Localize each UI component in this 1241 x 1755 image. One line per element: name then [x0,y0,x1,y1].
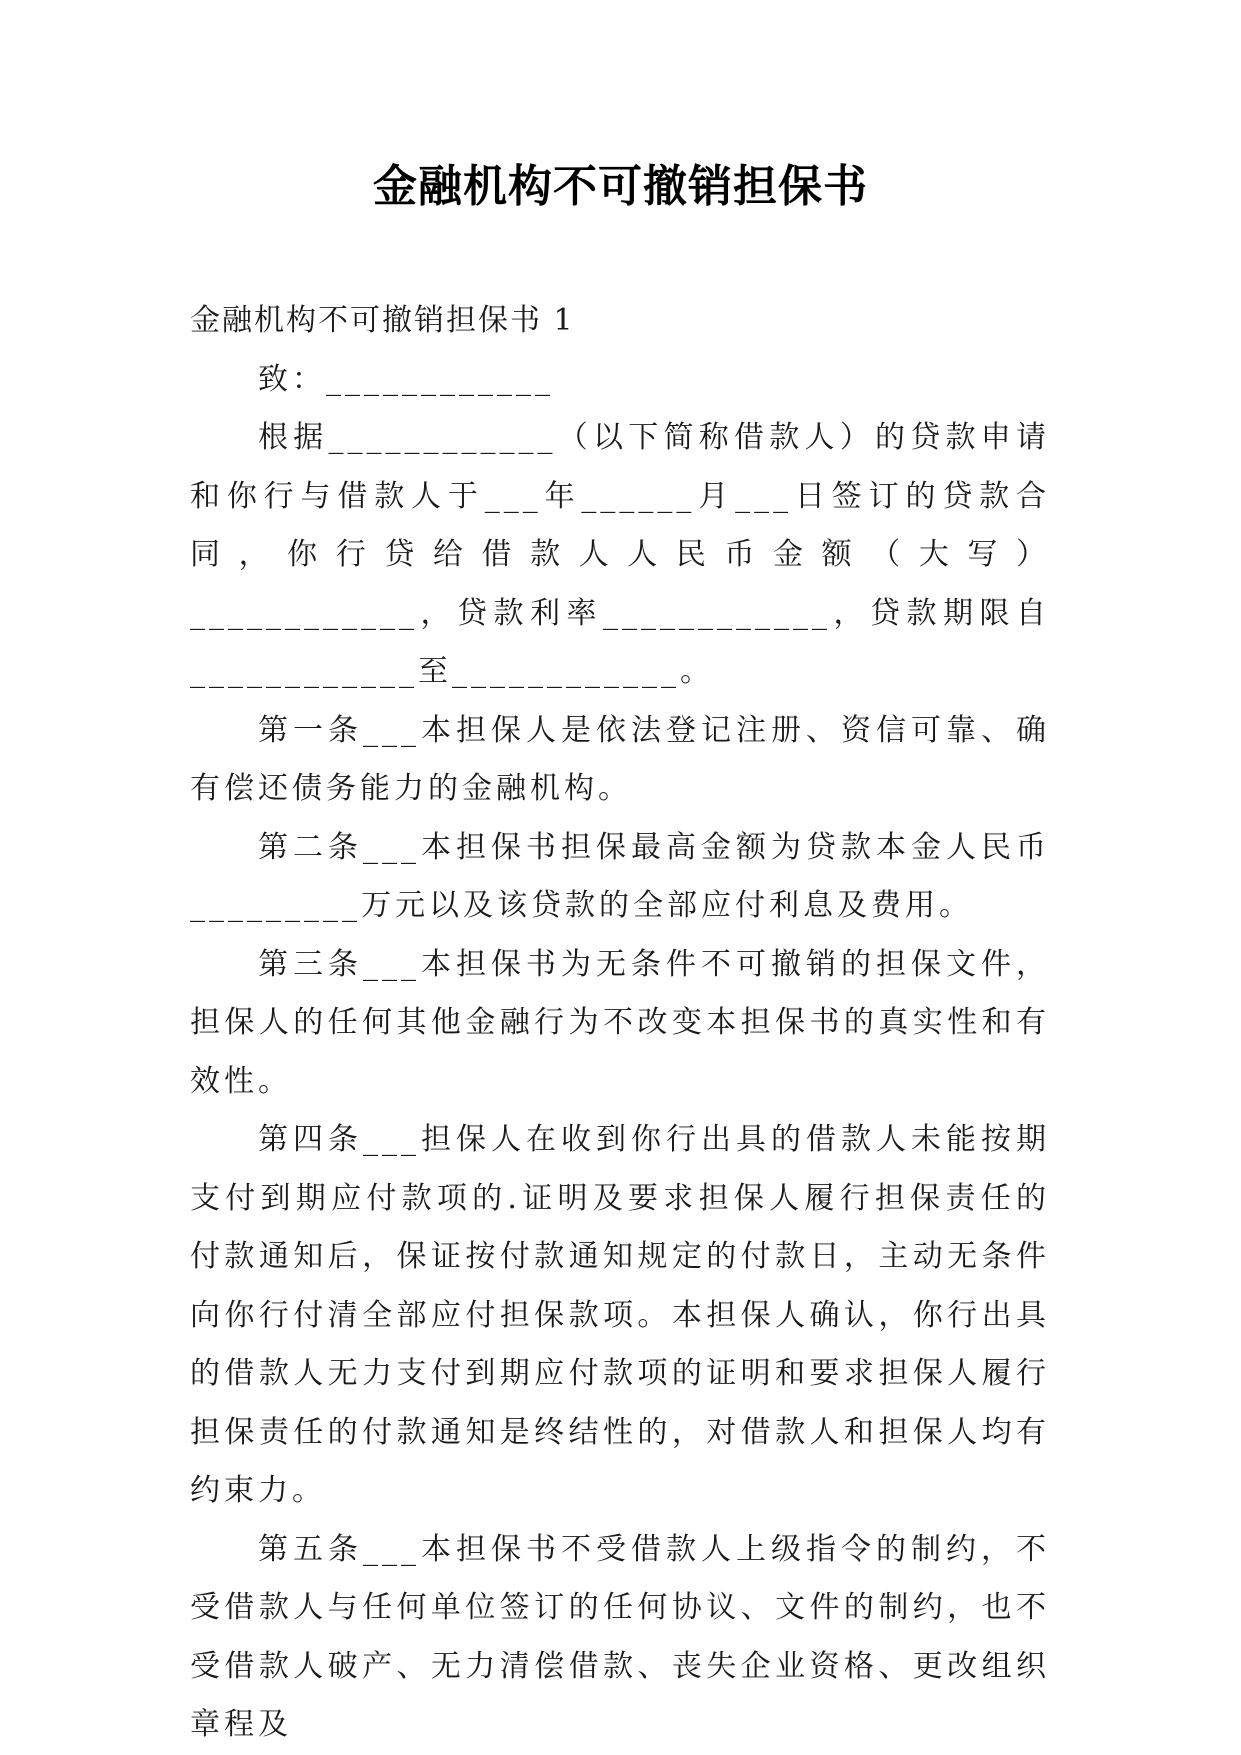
article-3: 第三条___本担保书为无条件不可撤销的担保文件，担保人的任何其他金融行为不改变本担保书的真实性和有效性。 [190,946,1050,1099]
article-1: 第一条___本担保人是依法登记注册、资信可靠、确有偿还债务能力的金融机构。 [190,712,1050,806]
document-body [190,292,1050,1755]
article-4: 第四条___担保人在收到你行出具的借款人未能按期支付到期应付款项的.证明及要求担保人履行担保责任的付款通知后，保证按付款通知规定的付款日，主动无条件向你行付清全部应付担保款项。本担保人确认，你行出具的借款人无力支付到期应付款项的证明和要求担保人履行担保责任的付款通知是终结性的，对借款人和担保人均有约束力。 [190,1122,1050,1508]
preamble-paragraph: 根据____________（以下简称借款人）的贷款申请和你行与借款人于___年______月___日签订的贷款合同，你行贷给借款人人民币金额（大写）____________，贷款利率____________，贷款期限自____________至____________。 [190,420,1050,689]
article-2: 第二条___本担保书担保最高金额为贷款本金人民币_________万元以及该贷款的全部应付利息及费用。 [190,829,1050,923]
document-subtitle: 金融机构不可撤销担保书 1 [190,303,575,338]
article-5: 第五条___本担保书不受借款人上级指令的制约，不受借款人与任何单位签订的任何协议、文件的制约，也不受借款人破产、无力清偿借款、丧失企业资格、更改组织章程及 [190,1531,1050,1742]
addressee-line: 致：____________ [258,361,554,397]
document-title: 金融机构不可撤销担保书 [373,161,868,212]
